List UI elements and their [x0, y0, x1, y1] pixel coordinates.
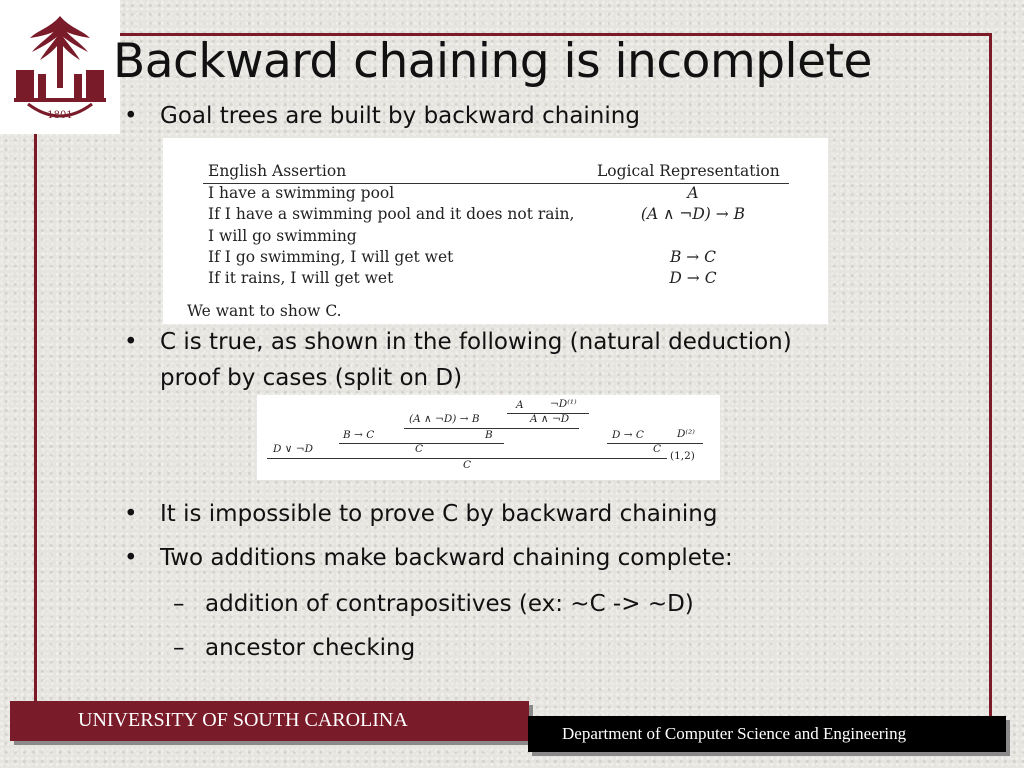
table-row-english: I will go swimming	[208, 227, 357, 245]
table-row-logic: D → C	[669, 269, 717, 287]
table-row-english: If it rains, I will get wet	[208, 269, 394, 287]
proof-C-right: C	[653, 443, 662, 455]
proof-impl: (A ∧ ¬D) → B	[409, 413, 480, 425]
bullet-text-line2: proof by cases (split on D)	[160, 365, 463, 391]
proof-not-D: ¬D⁽¹⁾	[550, 398, 577, 410]
proof-discharge: (1,2)	[670, 450, 695, 462]
table-row-english: If I go swimming, I will get wet	[208, 248, 454, 266]
proof-B: B	[485, 429, 493, 441]
proof-C-final: C	[463, 459, 472, 471]
table-note: We want to show C.	[187, 302, 342, 320]
proof-B-to-C: B → C	[343, 429, 375, 441]
frame-left-rule	[34, 130, 37, 730]
logo-year: 1801	[47, 110, 73, 121]
table-row-english: I have a swimming pool	[208, 184, 395, 202]
proof-disjunction: D ∨ ¬D	[273, 443, 313, 455]
footer-university-name: UNIVERSITY OF SOUTH CAROLINA	[78, 709, 408, 731]
bullet-text: Goal trees are built by backward chaining	[160, 103, 640, 129]
bullet-text-line1: C is true, as shown in the following (natural deduction)	[160, 329, 792, 355]
sub-bullet-text: addition of contrapositives (ex: ~C -> ~D)	[205, 591, 694, 617]
table-row-english: If I have a swimming pool and it does not rain,	[208, 205, 575, 223]
table-header-logic: Logical Representation	[597, 162, 780, 180]
bullet-marker: •	[124, 545, 138, 571]
bullet-marker: •	[124, 329, 138, 355]
table-row-logic: (A ∧ ¬D) → B	[640, 205, 746, 223]
bullet-text: Two additions make backward chaining complete:	[160, 545, 733, 571]
table-row-logic: A	[687, 184, 699, 202]
sub-bullet-text: ancestor checking	[205, 635, 416, 661]
proof-tree	[257, 395, 720, 480]
proof-D2: D⁽²⁾	[677, 428, 695, 440]
proof-C-left: C	[415, 443, 424, 455]
assertion-table	[163, 138, 828, 324]
table-header-english: English Assertion	[208, 162, 347, 180]
proof-conj: A ∧ ¬D	[530, 413, 570, 425]
frame-right-rule	[989, 33, 992, 723]
proof-D-to-C: D → C	[612, 429, 644, 441]
bullet-text: It is impossible to prove C by backward chaining	[160, 501, 718, 527]
footer-department-banner	[528, 716, 1006, 752]
proof-A: A	[516, 399, 524, 411]
footer-department-name: Department of Computer Science and Engineering	[562, 724, 907, 743]
usc-logo	[0, 0, 120, 134]
table-row-logic: B → C	[669, 248, 717, 266]
bullet-marker: •	[124, 501, 138, 527]
slide-title: Backward chaining is incomplete	[113, 34, 872, 89]
usc-palmetto-seal-icon	[10, 8, 110, 126]
footer-university-banner	[10, 701, 529, 741]
sub-bullet-marker: –	[173, 635, 185, 661]
bullet-marker: •	[124, 103, 138, 129]
sub-bullet-marker: –	[173, 591, 185, 617]
